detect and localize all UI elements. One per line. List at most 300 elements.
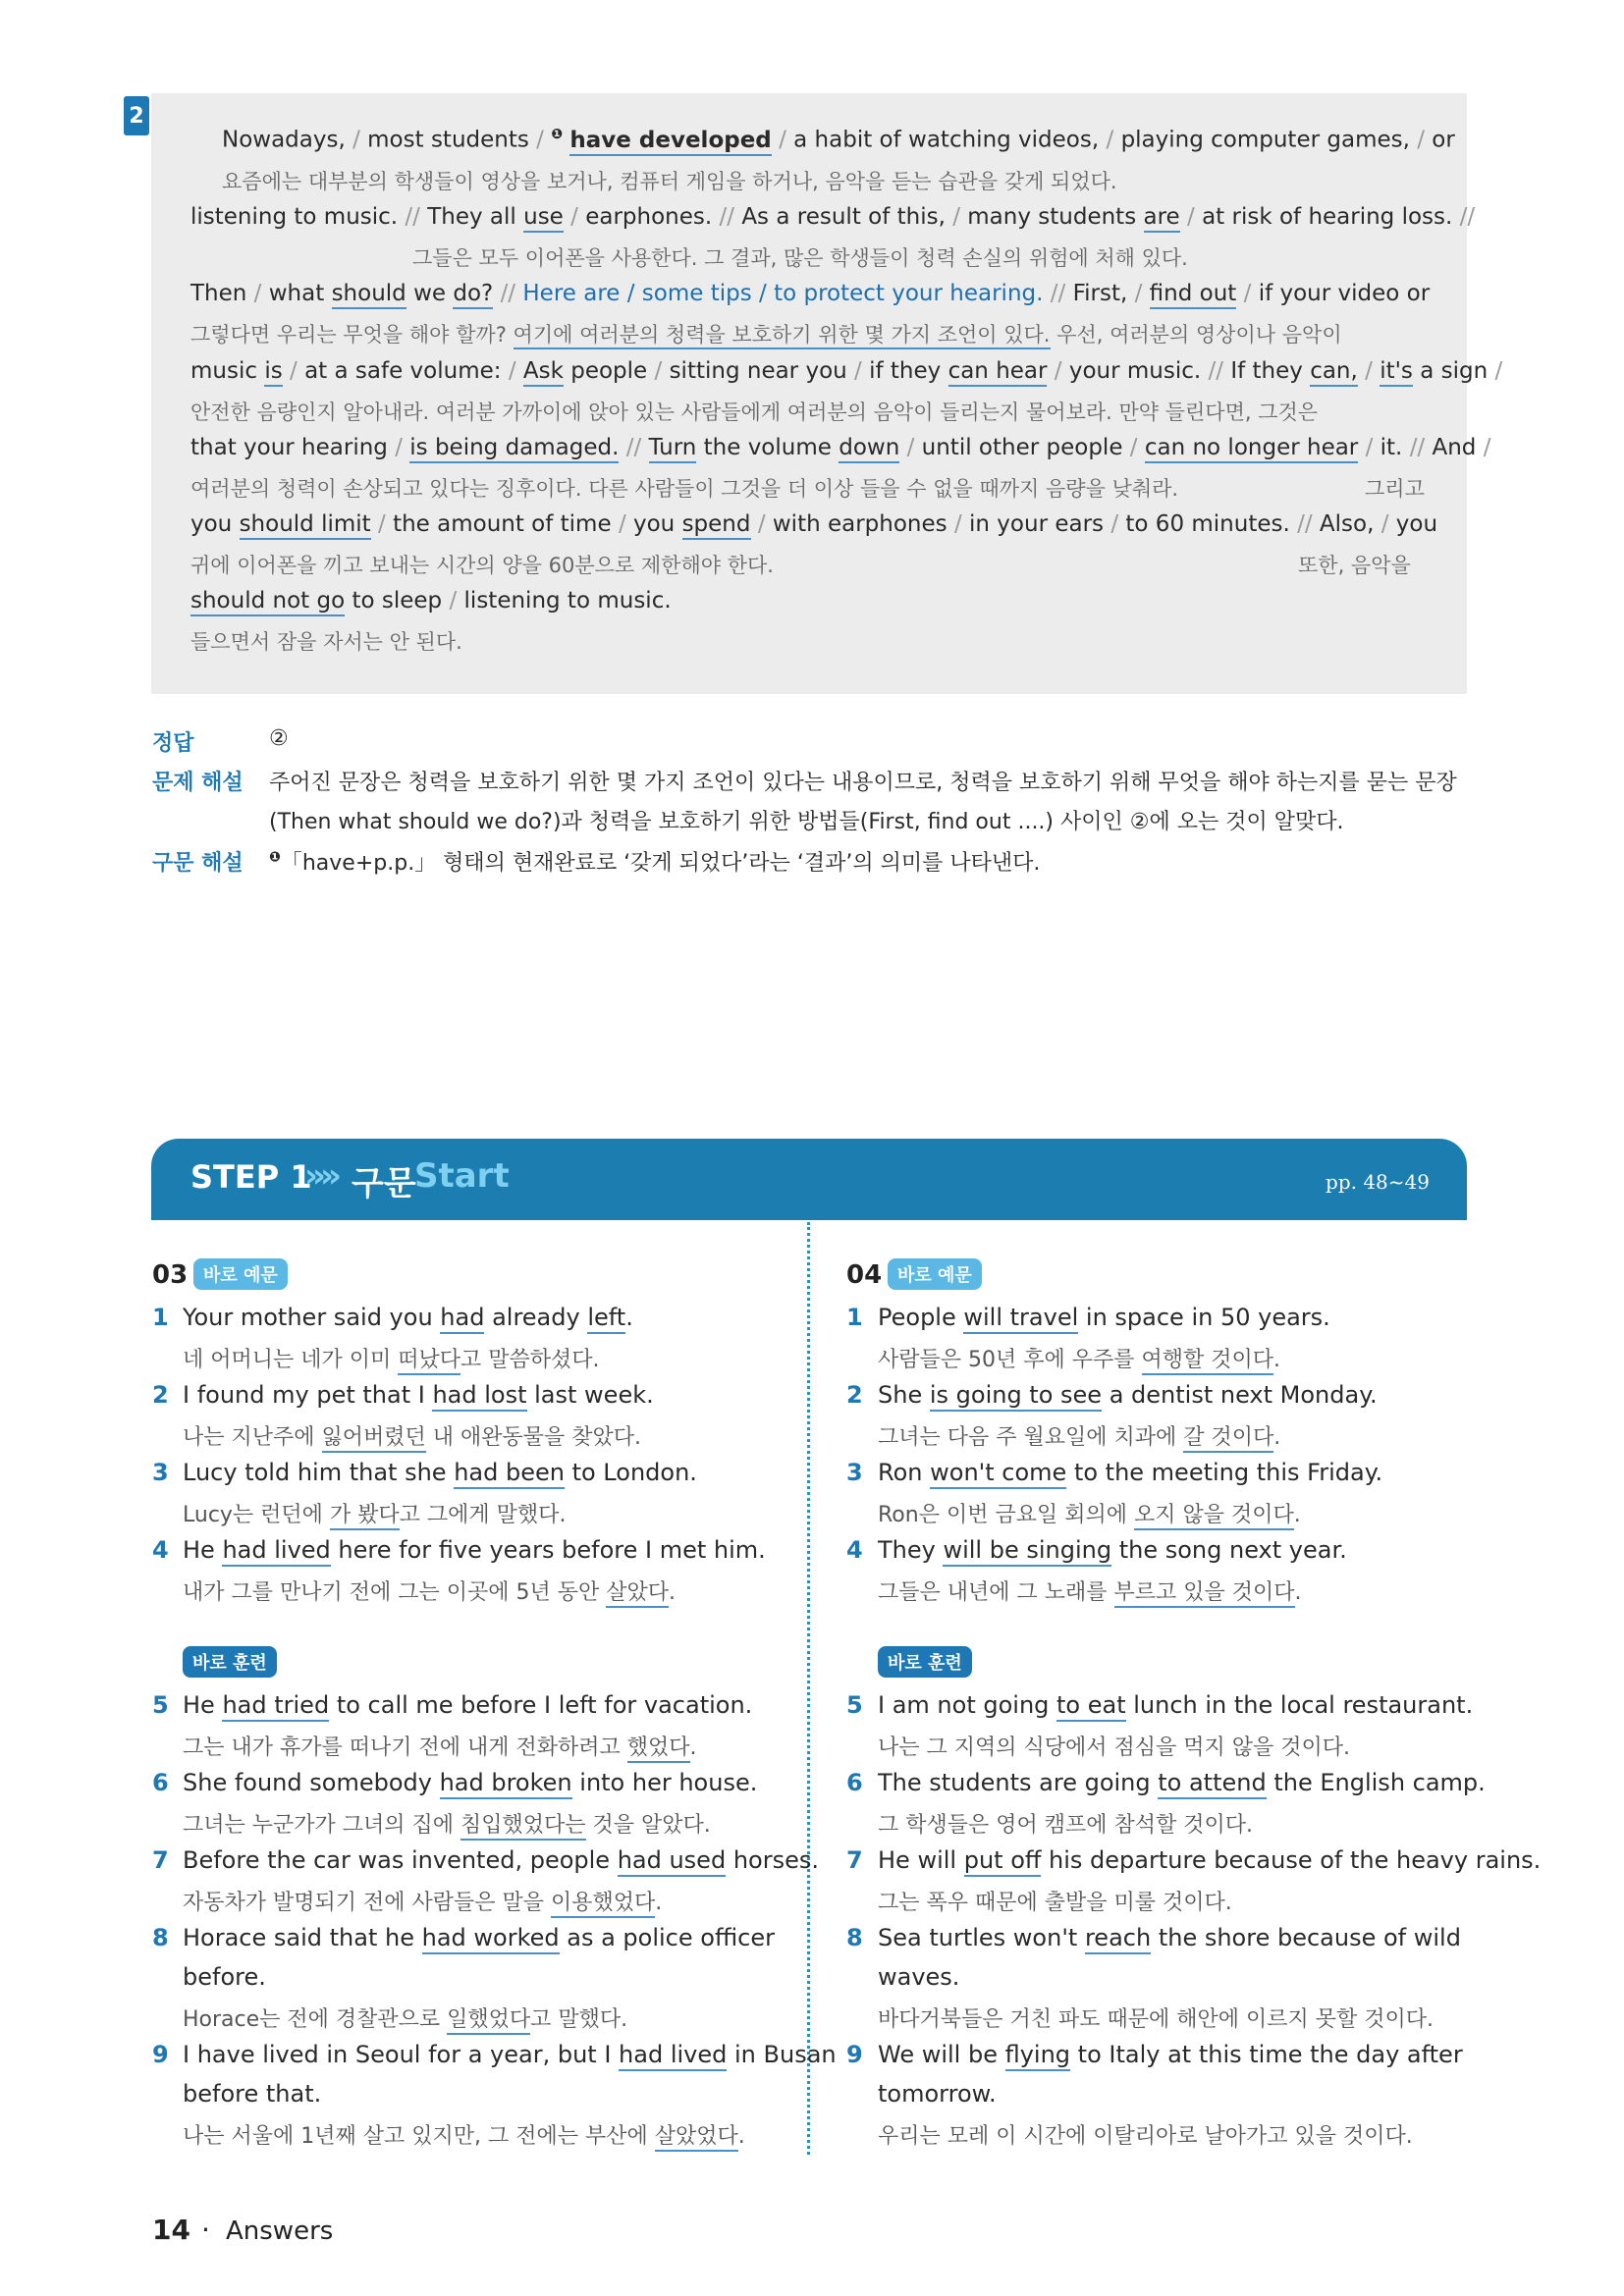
passage-line-2-en (190, 204, 1475, 230)
item-translation (878, 1886, 1232, 1916)
sentence-text: Sea turtles won't (878, 1924, 1085, 1951)
item-translation (183, 1886, 662, 1916)
explanation-line-1: 주어진 문장은 청력을 보호하기 위한 몇 가지 조언이 있다는 내용이므로, 청력을 보호하기 위해 무엇을 해야 하는지를 묻는 문장 (269, 771, 1457, 795)
sentence-text: last week. (526, 1381, 654, 1409)
separator: / (1243, 281, 1252, 306)
separator: / (618, 511, 626, 537)
passage-text: you (190, 511, 233, 537)
passage-line-6-en (190, 511, 1437, 537)
item-number: 6 (846, 1769, 863, 1796)
sentence-text: Your mother said you (183, 1304, 441, 1331)
separator: / (953, 511, 962, 537)
sentence-text: I found my pet that I (183, 1381, 433, 1409)
verb-phrase: spend (682, 511, 751, 540)
passage-text: many students (967, 204, 1137, 230)
translation-text: 바다거북들은 거친 파도 때문에 해안에 이르지 못할 것이다. (878, 2007, 1434, 2032)
item-number: 1 (846, 1304, 863, 1331)
sentence-text: here for five years before I met him. (330, 1536, 766, 1564)
item-translation (183, 2119, 745, 2150)
item-translation (878, 1420, 1280, 1451)
sentence-text: . (625, 1304, 633, 1331)
syntax-note-text: 「have+p.p.」 형태의 현재완료로 ‘갖게 되었다’라는 ‘결과’의 의미를 나타낸다. (280, 851, 1041, 876)
section-number-03: 03 (152, 1260, 189, 1290)
separator: // (1459, 204, 1476, 230)
sentence-text: already (484, 1304, 588, 1331)
item-sentence (183, 1846, 819, 1874)
sentence-text: I have lived in Seoul for a year, but I (183, 2041, 620, 2068)
separator: // (405, 204, 420, 230)
page-number: 14 (152, 2214, 190, 2246)
translation-target: 일했었다 (447, 2007, 530, 2035)
translation-text: 내가 그를 만나기 전에 그는 이곳에 5년 동안 (183, 1580, 607, 1605)
passage-line-1-en (222, 127, 1455, 153)
item-sentence (183, 1459, 697, 1486)
item-sentence-continued: before that. (183, 2080, 322, 2108)
step-title-english: Start (414, 1156, 510, 1196)
separator: / (1054, 358, 1062, 384)
target-phrase: had lived (619, 2041, 727, 2071)
sentence-text: his departure because of the heavy rains. (1041, 1846, 1542, 1874)
target-phrase: to eat (1056, 1691, 1126, 1722)
separator: / (1129, 435, 1138, 460)
passage-line-1-ko: 요즘에는 대부분의 학생들이 영상을 보거나, 컴퓨터 게임을 하거나, 음악을 듣는 습관을 갖게 되었다. (222, 170, 1117, 193)
passage-text: with earphones (772, 511, 947, 537)
separator: / (1187, 204, 1195, 230)
verb-phrase: can no longer hear (1145, 435, 1358, 463)
passage-text: if they (869, 358, 942, 384)
separator: / (654, 358, 663, 384)
verb-phrase: do? (453, 281, 493, 309)
separator: / (952, 204, 960, 230)
translation-target: 침입했었다는 (460, 1813, 586, 1841)
verb-phrase: down (839, 435, 899, 463)
verb-phrase: it's (1380, 358, 1413, 387)
sentence-text: to London. (564, 1459, 697, 1486)
translation: 다른 사람들이 그것을 더 이상 들을 수 없을 때까지 음량을 낮춰라. (588, 477, 1179, 501)
footer-label: Answers (226, 2216, 334, 2246)
passage-text: And (1432, 435, 1477, 460)
sentence-text: to the meeting this Friday. (1066, 1459, 1383, 1486)
answer-value: ② (269, 726, 289, 751)
translation-target: 이용했었다 (551, 1891, 655, 1918)
passage-text: you (1395, 511, 1438, 537)
passage-text: music (190, 358, 258, 384)
passage-line-5-ko-tail: 그리고 (1365, 477, 1425, 501)
sentence-text: as a police officer (559, 1924, 775, 1951)
item-sentence (183, 1691, 752, 1719)
translation-text: . (655, 1891, 663, 1915)
separator: / (1134, 281, 1143, 306)
item-translation (878, 1575, 1302, 1606)
item-sentence-continued: before. (183, 1963, 266, 1991)
translation-inserted: 여기에 여러분의 청력을 보호하기 위한 몇 가지 조언이 있다. (514, 323, 1051, 349)
passage-text: listening to music. (463, 588, 672, 614)
passage-line-6-ko-tail: 또한, 음악을 (1298, 554, 1411, 577)
target-phrase: put off (964, 1846, 1042, 1877)
passage-text: at a safe volume: (304, 358, 502, 384)
verb-phrase: is (264, 358, 282, 387)
note-marker-1: ❶ (551, 127, 564, 142)
step-header (151, 1139, 1467, 1220)
separator: / (1380, 511, 1389, 537)
item-sentence (183, 1381, 654, 1409)
translation-text: . (669, 1580, 676, 1605)
footer-separator: · (201, 2214, 210, 2246)
passage-text: in your ears (969, 511, 1105, 537)
passage-text: what (268, 281, 325, 306)
translation-text: 그녀는 누군가가 그녀의 집에 (183, 1813, 460, 1838)
explanation-line-2: (Then what should we do?)과 청력을 보호하기 위한 방법들(First, find out ....) 사이인 ②에 오는 것이 알맞다. (269, 810, 1344, 834)
item-number: 1 (152, 1304, 169, 1331)
sentence-text: She found somebody (183, 1769, 440, 1796)
translation-target: 가 봤다 (330, 1503, 400, 1530)
passage-text: Then (190, 281, 247, 306)
item-translation (878, 2119, 1413, 2150)
example-badge: 바로 예문 (888, 1258, 982, 1290)
passage-text: Also, (1319, 511, 1375, 537)
sentence-text: Horace said that he (183, 1924, 422, 1951)
item-number: 5 (846, 1691, 863, 1719)
passage-line-3-en (190, 281, 1430, 306)
item-sentence (878, 1381, 1378, 1409)
separator: / (1494, 358, 1503, 384)
passage-text: As a result of this, (741, 204, 946, 230)
item-number: 5 (152, 1691, 169, 1719)
target-phrase: had been (454, 1459, 565, 1489)
passage-text: people (570, 358, 648, 384)
sentence-text: Before the car was invented, people (183, 1846, 618, 1874)
target-phrase: had lived (222, 1536, 330, 1567)
item-translation (878, 1731, 1350, 1761)
translation-text: 고 말했다. (530, 2007, 628, 2032)
sentence-text: in Busan (727, 2041, 837, 2068)
separator: / (757, 511, 766, 537)
passage-text: that your hearing (190, 435, 388, 460)
step-label: STEP 1 (190, 1158, 312, 1196)
item-sentence (878, 1924, 1461, 1951)
passage-text: to 60 minutes. (1125, 511, 1290, 537)
translation-text: . (1294, 1580, 1302, 1605)
translation-text: 우리는 모레 이 시간에 이탈리아로 날아가고 있을 것이다. (878, 2124, 1413, 2149)
translation-text: 고 그에게 말했다. (399, 1503, 567, 1527)
translation-text: 고 말씀하셨다. (460, 1348, 600, 1372)
passage-text: your music. (1068, 358, 1202, 384)
verb-phrase: find out (1150, 281, 1237, 309)
translation-text: Horace는 전에 경찰관으로 (183, 2007, 448, 2032)
translation-target: 떠났다 (398, 1348, 460, 1375)
translation-text: . (1293, 1503, 1301, 1527)
sentence-text: in space in 50 years. (1078, 1304, 1330, 1331)
item-sentence (878, 1769, 1486, 1796)
translation-text: 그는 내가 휴가를 떠나기 전에 내게 전화하려고 (183, 1735, 627, 1760)
passage-text: earphones. (585, 204, 713, 230)
passage-line-3-ko (190, 319, 1342, 348)
passage-text: if your video or (1258, 281, 1431, 306)
answer-label: 정답 (152, 731, 194, 756)
separator: / (508, 358, 516, 384)
passage-text: a sign (1420, 358, 1489, 384)
item-translation (183, 1343, 600, 1373)
item-sentence (878, 1304, 1330, 1331)
passage-line-6-ko: 귀에 이어폰을 끼고 보내는 시간의 양을 60분으로 제한해야 한다. (190, 554, 774, 577)
sentence-text: Ron (878, 1459, 931, 1486)
sentence-text: People (878, 1304, 964, 1331)
verb-phrase: should not go (190, 588, 345, 616)
sentence-text: the song next year. (1111, 1536, 1347, 1564)
separator: / (449, 588, 458, 614)
target-phrase: to attend (1158, 1769, 1266, 1799)
verb-phrase: should limit (240, 511, 371, 540)
target-phrase: had worked (422, 1924, 560, 1954)
separator: / (1365, 435, 1374, 460)
highlighted-phrase: have developed (569, 128, 771, 156)
passage-line-4-en (190, 358, 1502, 384)
page-range: pp. 48~49 (1326, 1170, 1430, 1194)
translation-text: . (1273, 1425, 1281, 1450)
step-title-korean: 구문 (352, 1164, 416, 1203)
sentence-text: She (878, 1381, 930, 1409)
translation-text: 것을 알았다. (585, 1813, 711, 1838)
translation-text: 그녀는 다음 주 월요일에 치과에 (878, 1425, 1184, 1450)
separator: / (1417, 127, 1425, 153)
sentence-text: to call me before I left for vacation. (329, 1691, 753, 1719)
translation-text: . (737, 2124, 745, 2149)
sentence-text: a dentist next Monday. (1102, 1381, 1378, 1409)
item-number: 4 (152, 1536, 169, 1564)
practice-badge: 바로 훈련 (878, 1646, 972, 1678)
item-number: 2 (152, 1381, 169, 1409)
item-sentence (878, 1691, 1473, 1719)
question-number-badge (124, 96, 149, 135)
separator: / (536, 127, 544, 153)
passage-text: sitting near you (669, 358, 847, 384)
sentence-text: The students are going (878, 1769, 1159, 1796)
item-translation (183, 1498, 566, 1528)
target-phrase: flying (1005, 2041, 1070, 2071)
separator: // (500, 281, 516, 306)
item-translation (183, 2002, 627, 2033)
sentence-text: He (183, 1536, 223, 1564)
separator: // (1050, 281, 1066, 306)
translation-text: 네 어머니는 네가 이미 (183, 1348, 399, 1372)
translation-text: 나는 그 지역의 식당에서 점심을 먹지 않을 것이다. (878, 1735, 1350, 1760)
translation: 여러분의 청력이 손상되고 있다는 징후이다. (190, 477, 582, 501)
passage-text: playing computer games, (1120, 127, 1410, 153)
item-translation (183, 1420, 641, 1451)
explanation-label: 문제 해설 (152, 771, 244, 795)
sentence-text: lunch in the local restaurant. (1125, 1691, 1474, 1719)
separator: / (1106, 127, 1114, 153)
passage-line-7-en (190, 588, 672, 614)
passage-text: They all (427, 204, 516, 230)
translation: 만약 들린다면, 그것은 (1118, 400, 1319, 424)
item-number: 9 (846, 2041, 863, 2068)
translation-target: 했었다 (627, 1735, 690, 1763)
example-badge: 바로 예문 (193, 1258, 288, 1290)
item-number: 3 (152, 1459, 169, 1486)
passage-text: until other people (921, 435, 1123, 460)
item-number: 4 (846, 1536, 863, 1564)
translation-target: 여행할 것이다 (1142, 1348, 1274, 1375)
verb-phrase: use (523, 204, 564, 233)
translation-target: 잃어버렸던 (322, 1425, 426, 1453)
item-sentence-continued: waves. (878, 1963, 960, 1991)
item-number: 8 (152, 1924, 169, 1951)
target-phrase: won't come (930, 1459, 1066, 1489)
passage-text: most students (367, 127, 529, 153)
translation-target: 살았었다 (655, 2124, 738, 2152)
translation-text: 내 애완동물을 찾았다. (425, 1425, 642, 1450)
target-phrase: had tried (222, 1691, 329, 1722)
separator: // (625, 435, 642, 460)
passage-box (151, 93, 1503, 694)
item-translation (183, 1731, 697, 1761)
item-sentence (183, 1769, 757, 1796)
translation-text: . (1273, 1348, 1281, 1372)
translation: 우선, 여러분의 영상이나 음악이 (1056, 323, 1342, 347)
verb-phrase: is being damaged. (409, 435, 619, 463)
passage-line-2-ko: 그들은 모두 이어폰을 사용한다. 그 결과, 많은 학생들이 청력 손실의 위험에 처해 있다. (412, 246, 1188, 270)
target-phrase: left (587, 1304, 625, 1334)
inserted-sentence: Here are / some tips / to protect your hearing. (522, 281, 1044, 306)
sentence-text: We will be (878, 2041, 1005, 2068)
translation-text: 그는 폭우 때문에 출발을 미룰 것이다. (878, 1891, 1232, 1915)
item-sentence (183, 1924, 775, 1951)
item-number: 8 (846, 1924, 863, 1951)
section-number-04: 04 (846, 1260, 883, 1290)
item-sentence (878, 2041, 1463, 2068)
passage-text: to sleep (352, 588, 443, 614)
sentence-text: Lucy told him that she (183, 1459, 455, 1486)
separator: / (854, 358, 862, 384)
passage-line-4-ko (190, 397, 1318, 426)
verb-phrase: are (1144, 204, 1180, 233)
verb-phrase: can hear (948, 358, 1048, 387)
passage-text: a habit of watching videos, (793, 127, 1100, 153)
item-sentence (878, 1846, 1541, 1874)
passage-text: it. (1380, 435, 1403, 460)
sentence-text: They (878, 1536, 944, 1564)
column-divider (807, 1222, 810, 2155)
passage-text: First, (1072, 281, 1128, 306)
separator: / (395, 435, 403, 460)
target-phrase: is going to see (930, 1381, 1102, 1412)
passage-line-7-ko: 들으면서 잠을 자서는 안 된다. (190, 630, 462, 654)
syntax-note (269, 846, 1040, 877)
passage-line-5-ko (190, 473, 1178, 503)
separator: / (1483, 435, 1491, 460)
item-translation (183, 1575, 676, 1606)
item-sentence (183, 2041, 837, 2068)
sentence-text: to Italy at this time the day after (1070, 2041, 1463, 2068)
item-sentence (878, 1536, 1347, 1564)
target-phrase: will travel (963, 1304, 1078, 1334)
item-number: 3 (846, 1459, 863, 1486)
item-sentence (878, 1459, 1382, 1486)
item-number: 9 (152, 2041, 169, 2068)
separator: / (253, 281, 262, 306)
sentence-text: the English camp. (1266, 1769, 1486, 1796)
question-number: 2 (129, 103, 144, 129)
passage-text: we (413, 281, 447, 306)
chevron-right-icon: »» (304, 1156, 336, 1196)
sentence-text: into her house. (571, 1769, 758, 1796)
item-translation (878, 1343, 1280, 1373)
sentence-text: He will (878, 1846, 964, 1874)
verb-phrase: Turn (649, 435, 697, 463)
translation: 안전한 음량인지 알아내라. 여러분 가까이에 앉아 있는 사람들에게 여러분의 음악이 들리는지 물어보라. (190, 400, 1112, 424)
item-translation (183, 1808, 711, 1839)
separator: / (779, 127, 786, 153)
translation-text: Ron은 이번 금요일 회의에 (878, 1503, 1134, 1527)
item-translation (878, 1808, 1253, 1839)
translation-text: 나는 지난주에 (183, 1425, 322, 1450)
passage-text: Nowadays, (222, 127, 346, 153)
translation-text: 나는 서울에 1년째 살고 있지만, 그 전에는 부산에 (183, 2124, 655, 2149)
item-number: 7 (152, 1846, 169, 1874)
separator: / (352, 127, 360, 153)
separator: / (378, 511, 386, 537)
translation-text: . (689, 1735, 697, 1760)
passage-text: If they (1230, 358, 1303, 384)
target-phrase: had used (618, 1846, 727, 1877)
item-sentence (183, 1304, 633, 1331)
target-phrase: reach (1085, 1924, 1151, 1954)
sentence-text: He (183, 1691, 223, 1719)
translation-target: 오지 않을 것이다 (1134, 1503, 1294, 1530)
translation-target: 살았다 (606, 1580, 669, 1608)
item-number: 6 (152, 1769, 169, 1796)
verb-phrase: Ask (523, 358, 564, 387)
note-marker-1: ❶ (269, 849, 281, 866)
separator: / (290, 358, 298, 384)
sentence-text: the shore because of wild (1151, 1924, 1461, 1951)
separator: / (906, 435, 915, 460)
sentence-text: I am not going (878, 1691, 1057, 1719)
target-phrase: had broken (440, 1769, 572, 1799)
translation-text: 사람들은 50년 후에 우주를 (878, 1348, 1142, 1372)
item-number: 7 (846, 1846, 863, 1874)
passage-text: you (633, 511, 676, 537)
passage-text: the amount of time (393, 511, 612, 537)
separator: / (1110, 511, 1119, 537)
target-phrase: will be singing (943, 1536, 1111, 1567)
item-translation (878, 1498, 1301, 1528)
sentence-text: horses. (726, 1846, 819, 1874)
separator: // (1409, 435, 1426, 460)
verb-phrase: should (332, 281, 406, 309)
passage-text: the volume (703, 435, 832, 460)
syntax-label: 구문 해설 (152, 851, 244, 876)
item-translation (878, 2002, 1434, 2033)
translation: 그렇다면 우리는 무엇을 해야 할까? (190, 323, 507, 347)
separator: / (1365, 358, 1373, 384)
passage-text: at risk of hearing loss. (1202, 204, 1453, 230)
translation-text: 그 학생들은 영어 캠프에 참석할 것이다. (878, 1813, 1253, 1838)
item-number: 2 (846, 1381, 863, 1409)
passage-text: or (1432, 127, 1455, 153)
passage-text: listening to music. (190, 204, 399, 230)
item-sentence-continued: tomorrow. (878, 2080, 997, 2108)
target-phrase: had (440, 1304, 484, 1334)
separator: // (1208, 358, 1223, 384)
practice-badge: 바로 훈련 (183, 1646, 277, 1678)
passage-line-5-en (190, 435, 1490, 460)
item-sentence (183, 1536, 766, 1564)
translation-text: 자동차가 발명되기 전에 사람들은 말을 (183, 1891, 551, 1915)
translation-target: 부르고 있을 것이다 (1114, 1580, 1295, 1608)
separator: / (570, 204, 578, 230)
